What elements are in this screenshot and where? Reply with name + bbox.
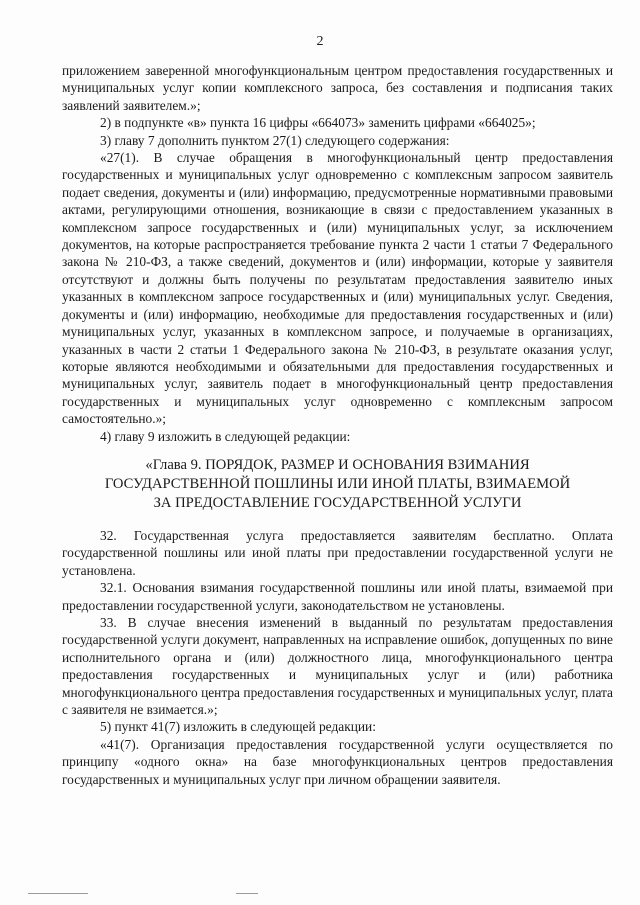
paragraph: приложением заверенной многофункциональным центром предоставления государственных и муниципальных услуг копии комплексного запроса, без составления и подписания таких заявлений заявителем.»; — [62, 63, 613, 113]
paragraph: 3) главу 7 дополнить пунктом 27(1) следующего содержания: — [100, 132, 450, 148]
page-number: 2 — [316, 34, 324, 49]
heading-line: ГОСУДАРСТВЕННОЙ ПОШЛИНЫ ИЛИ ИНОЙ ПЛАТЫ, ВЗИМАЕМОЙ — [104, 475, 571, 492]
paragraph: 4) главу 9 изложить в следующей редакции: — [100, 428, 351, 444]
footer-divider — [236, 893, 258, 894]
heading-line: ЗА ПРЕДОСТАВЛЕНИЕ ГОСУДАРСТВЕННОЙ УСЛУГИ — [153, 494, 522, 511]
paragraph: 5) пункт 41(7) изложить в следующей редакции: — [100, 719, 376, 735]
document-body — [62, 62, 613, 788]
paragraph: 32. Государственная услуга предоставляется заявителям бесплатно. Оплата государственной пошлины или иной платы при предоставлении государственной услуги не установлена. — [62, 527, 613, 578]
paragraph: 32.1. Основания взимания государственной пошлины или иной платы, взимаемой при предоставлении государственной услуги, законодательством не установлены. — [62, 580, 613, 613]
paragraph: 2) в подпункте «в» пункта 16 цифры «664073» заменить цифрами «664025»; — [100, 115, 536, 131]
paragraph: 33. В случае внесения изменений в выданный по результатам предоставления государственной услуги документ, направленных на исправление ошибок, допущенных по вине исполнительного органа и (или) должностного лица, многофункционального центра предоставления государственных и муниципальных услуг и (или) работника многофункционального центра предоставления государственных и муниципальных услуг, плата с заявителя не взимается.»; — [62, 614, 613, 717]
heading-line: «Глава 9. ПОРЯДОК, РАЗМЕР И ОСНОВАНИЯ ВЗИМАНИЯ — [145, 456, 530, 473]
paragraph: «41(7). Организация предоставления государственной услуги осуществляется по принципу «одного окна» на базе многофункциональных центров предоставления государственных и муниципальных услуг при личном обращении заявителя. — [62, 736, 613, 787]
footer-divider — [28, 893, 88, 894]
paragraph: «27(1). В случае обращения в многофункциональный центр предоставления государственных и муниципальных услуг одновременно с комплексным запросом заявитель подает сведения, документы и (или) информацию, предусмотренные нормативными правовыми актами, регулирующими отношения, возникающие в связи с предоставлением указанных в комплексном запросе государственных и (или) муниципальных услуг, за исключением документов, на которые распространяется требование пункта 2 части 1 статьи 7 Федерального закона № 210-ФЗ, а также сведений, документов и (или) информации, которые у заявителя отсутствуют и должны быть получены по результатам предоставления заявителю иных указанных в комплексном запросе государственных и (или) муниципальных услуг. Сведения, документы и (или) информацию, необходимые для предоставления государственных и (или) муниципальных услуг, указанных в комплексном запросе, и получаемые в организациях, указанных в части 2 статьи 1 Федерального закона № 210-ФЗ, в результате оказания услуг, которые являются необходимыми и обязательными для предоставления государственных и муниципальных услуг, заявитель подает в многофункциональный центр предоставления государственных и муниципальных услуг одновременно с комплексным запросом самостоятельно.»; — [62, 150, 613, 427]
chapter-heading — [62, 456, 613, 513]
